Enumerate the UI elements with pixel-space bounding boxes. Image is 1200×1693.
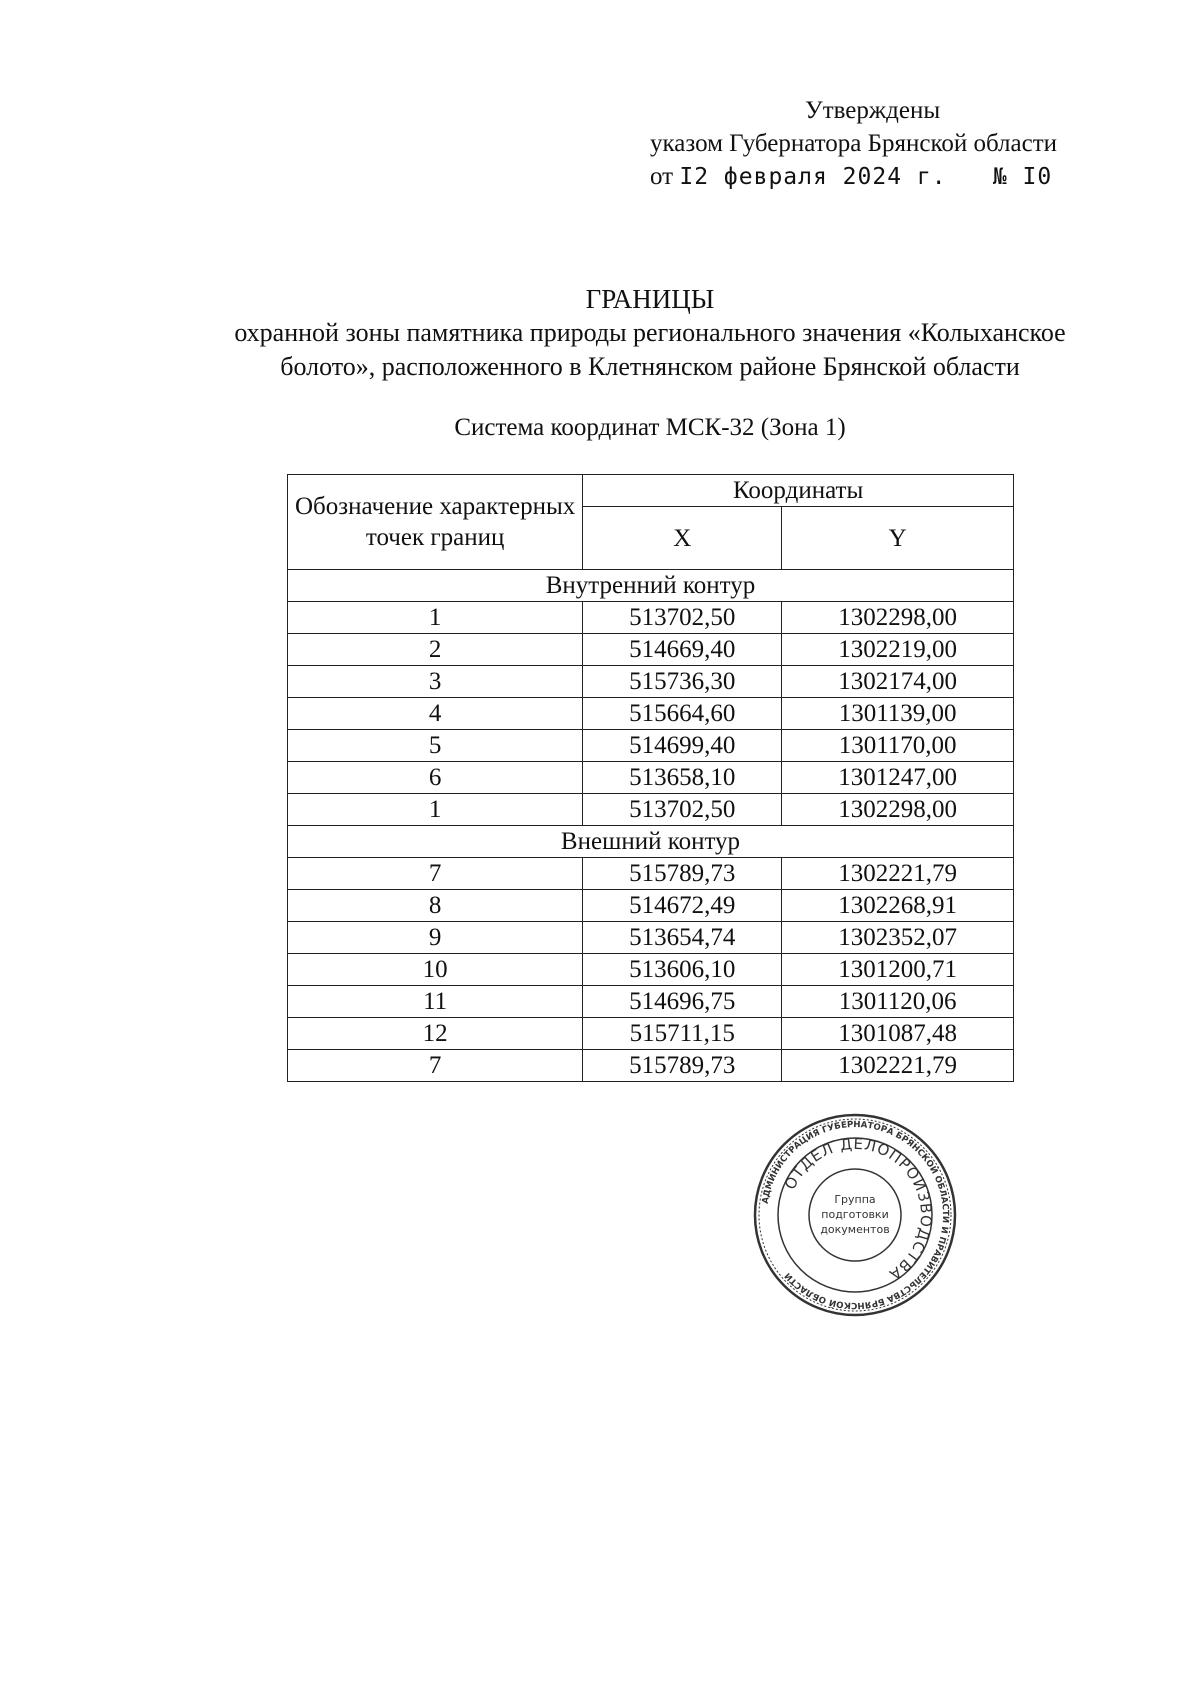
cell-y: 1302268,91 <box>782 890 1014 922</box>
cell-x: 514696,75 <box>583 986 782 1018</box>
cell-point: 12 <box>288 1018 583 1050</box>
cell-point: 1 <box>288 602 583 634</box>
cell-x: 513702,50 <box>583 602 782 634</box>
cell-y: 1302298,00 <box>782 794 1014 826</box>
table-row <box>288 954 1014 986</box>
cell-x: 515789,73 <box>583 1050 782 1082</box>
section-title: Внешний контур <box>288 826 1014 858</box>
cell-x: 515736,30 <box>583 666 782 698</box>
cell-y: 1302174,00 <box>782 666 1014 698</box>
title-line-1: охранной зоны памятника природы регионального значения «Колыханское <box>234 318 1066 347</box>
cell-x: 515789,73 <box>583 858 782 890</box>
header-point-name: Обозначение характерных точек границ <box>288 475 583 570</box>
approval-date: I2 февраля 2024 г. <box>679 164 947 190</box>
header-coordinates: Координаты <box>583 475 1014 507</box>
cell-y: 1302352,07 <box>782 922 1014 954</box>
cell-y: 1302221,79 <box>782 1050 1014 1082</box>
cell-x: 515664,60 <box>583 698 782 730</box>
seal-stamp <box>752 1112 958 1318</box>
cell-x: 514669,40 <box>583 634 782 666</box>
table-body <box>288 570 1014 1082</box>
cell-point: 7 <box>288 858 583 890</box>
cell-x: 513702,50 <box>583 794 782 826</box>
approval-number: № I0 <box>992 164 1053 190</box>
cell-point: 9 <box>288 922 583 954</box>
approval-block <box>650 94 1130 194</box>
coordinate-system: Система координат МСК-32 (Зона 1) <box>454 414 846 441</box>
table-row <box>288 890 1014 922</box>
cell-point: 4 <box>288 698 583 730</box>
approval-date-line <box>650 160 1130 194</box>
section-title: Внутренний контур <box>288 570 1014 602</box>
cell-point: 3 <box>288 666 583 698</box>
table-row <box>288 602 1014 634</box>
cell-point: 10 <box>288 954 583 986</box>
approval-line-2: указом Губернатора Брянской области <box>650 130 1058 157</box>
cell-y: 1302221,79 <box>782 858 1014 890</box>
title-line-2: болото», расположенного в Клетнянском районе Брянской области <box>280 352 1020 381</box>
table-row <box>288 986 1014 1018</box>
cell-point: 8 <box>288 890 583 922</box>
table-row <box>288 634 1014 666</box>
table-row <box>288 698 1014 730</box>
cell-point: 7 <box>288 1050 583 1082</box>
table-row <box>288 730 1014 762</box>
header-y: Y <box>782 507 1014 570</box>
coordinates-table <box>287 474 1014 1082</box>
cell-x: 515711,15 <box>583 1018 782 1050</box>
table-row <box>288 666 1014 698</box>
cell-point: 11 <box>288 986 583 1018</box>
stamp-dept-text: ОТДЕЛ ДЕЛОПРОИЗВОДСТВА <box>780 1134 936 1285</box>
table-row <box>288 1018 1014 1050</box>
cell-x: 513654,74 <box>583 922 782 954</box>
title-heading: ГРАНИЦЫ <box>585 284 715 314</box>
cell-y: 1302219,00 <box>782 634 1014 666</box>
document-title <box>150 282 1150 384</box>
table-row <box>288 1050 1014 1082</box>
header-x: X <box>583 507 782 570</box>
cell-y: 1301139,00 <box>782 698 1014 730</box>
stamp-ring-text: АДМИНИСТРАЦИЯ ГУБЕРНАТОРА БРЯНСКОЙ ОБЛАСТИ И ПРАВИТЕЛЬСТВА БРЯНСКОЙ ОБЛАСТИ <box>760 1119 951 1311</box>
approval-prefix: от <box>650 163 674 190</box>
stamp-center-2: подготовки <box>821 1208 889 1221</box>
cell-y: 1301200,71 <box>782 954 1014 986</box>
section-row <box>288 826 1014 858</box>
section-row <box>288 570 1014 602</box>
cell-y: 1302298,00 <box>782 602 1014 634</box>
cell-y: 1301087,48 <box>782 1018 1014 1050</box>
cell-y: 1301120,06 <box>782 986 1014 1018</box>
cell-point: 5 <box>288 730 583 762</box>
table-row <box>288 858 1014 890</box>
cell-point: 1 <box>288 794 583 826</box>
cell-y: 1301170,00 <box>782 730 1014 762</box>
cell-y: 1301247,00 <box>782 762 1014 794</box>
stamp-center-1: Группа <box>834 1193 876 1206</box>
cell-x: 513606,10 <box>583 954 782 986</box>
cell-x: 514699,40 <box>583 730 782 762</box>
stamp-center-3: документов <box>820 1223 890 1236</box>
cell-point: 6 <box>288 762 583 794</box>
cell-x: 514672,49 <box>583 890 782 922</box>
cell-point: 2 <box>288 634 583 666</box>
table-row <box>288 762 1014 794</box>
cell-x: 513658,10 <box>583 762 782 794</box>
table-row <box>288 922 1014 954</box>
approval-line-1: Утверждены <box>805 97 941 124</box>
table-row <box>288 794 1014 826</box>
